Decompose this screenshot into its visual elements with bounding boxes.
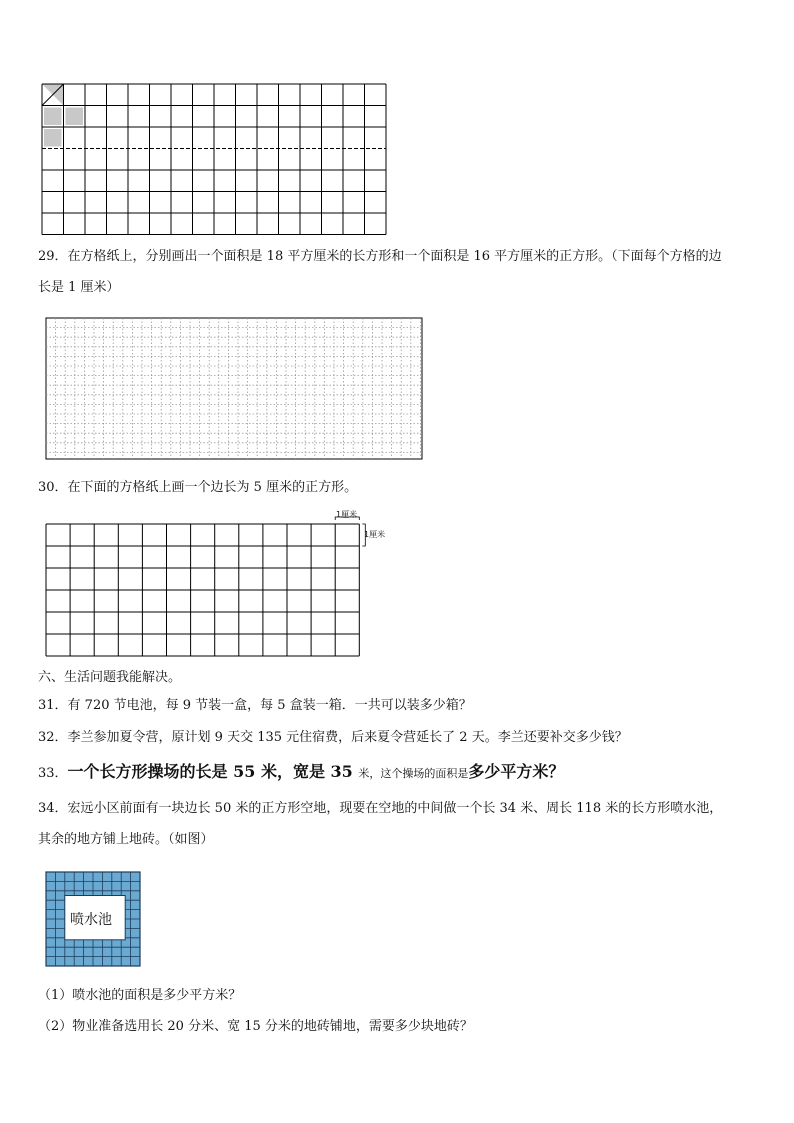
question-34-sub1: （1）喷水池的面积是多少平方米？	[38, 988, 242, 1003]
question-33-number: 33．	[38, 766, 68, 781]
question-34-sub2: （2）物业准备选用长 20 分米、宽 15 分米的地砖铺地，需要多少块地砖？	[38, 1019, 473, 1034]
question-34-line2: 其余的地方铺上地砖。（如图）	[38, 832, 214, 847]
section-heading: 六、生活问题我能解决。	[38, 670, 182, 685]
unit-label-side: 1厘米	[364, 530, 386, 539]
question-32: 32．李兰参加夏令营，原计划 9 天交 135 元住宿费，后来夏令营延长了 2 天。李兰还要补交多少钱？	[38, 730, 628, 745]
question-34-line1: 34．宏远小区前面有一块边长 50 米的正方形空地，现要在空地的中间做一个长 34 米、周长 118 米的长方形喷水池，	[38, 801, 723, 816]
question-33-part3: 多少平方米？	[468, 762, 565, 781]
question-30: 30．在下面的方格纸上画一个边长为 5 厘米的正方形。	[38, 480, 358, 495]
question-31: 31．有 720 节电池，每 9 节装一盒，每 5 盒装一箱．一共可以装多少箱？	[38, 698, 472, 713]
question-29-line1: 29．在方格纸上，分别画出一个面积是 18 平方厘米的长方形和一个面积是 16 平方厘米的正方形。（下面每个方格的边	[38, 249, 722, 264]
pool-label: 喷水池	[70, 912, 112, 928]
question-33-part2: 米，这个操场的面积是	[358, 767, 469, 780]
question-29-line2: 长是 1 厘米）	[38, 280, 120, 295]
unit-label-top: 1厘米	[336, 510, 358, 519]
question-33-part1: 一个长方形操场的长是 55 米，宽是 35	[67, 762, 359, 781]
